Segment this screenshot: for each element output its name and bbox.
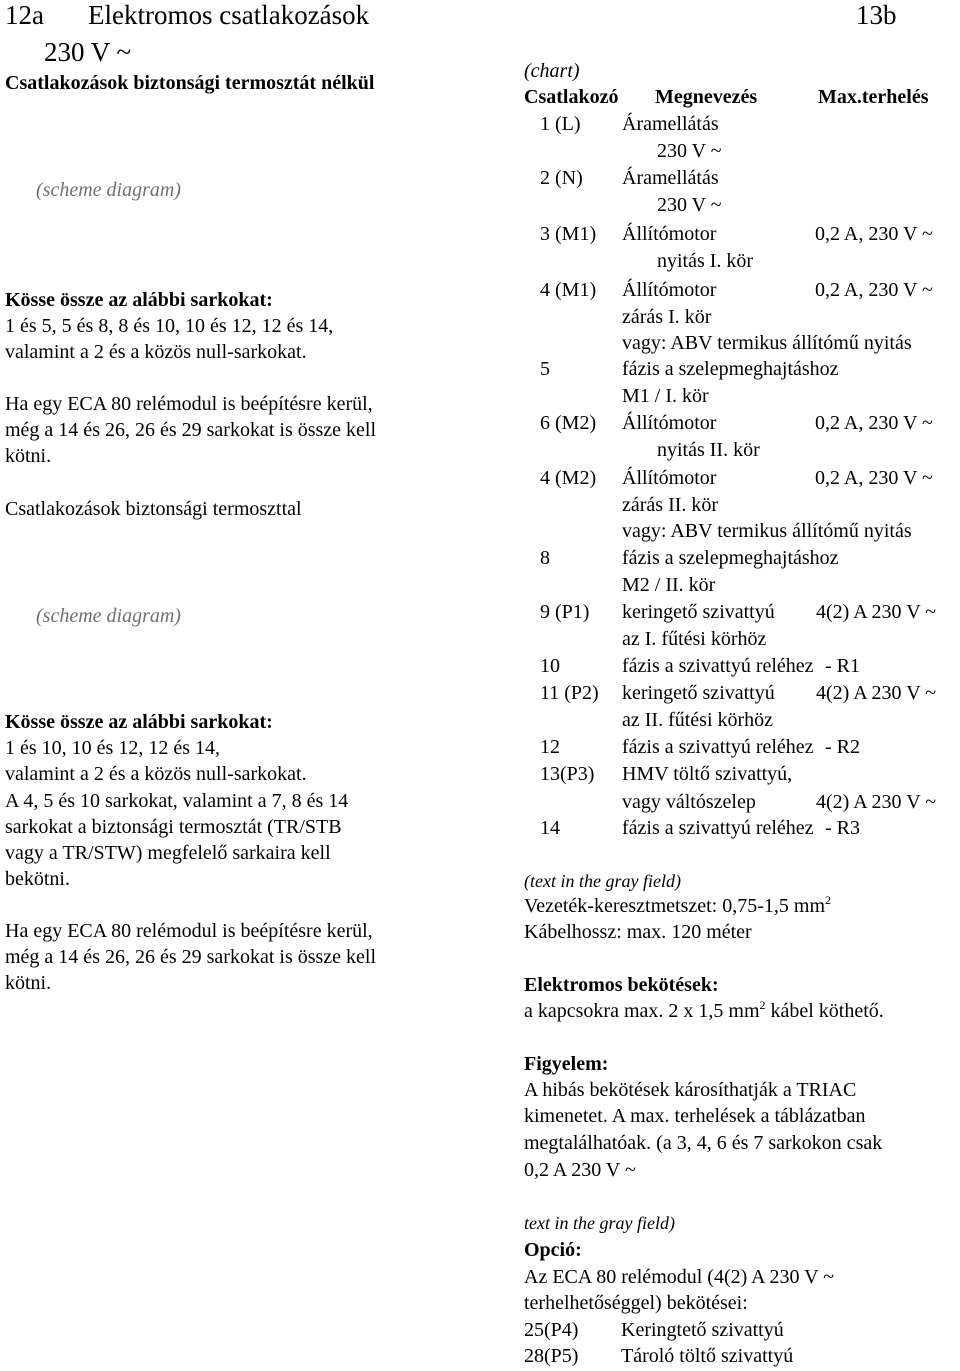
cell-name: Állítómotor bbox=[622, 223, 717, 245]
cell-name: Állítómotor bbox=[622, 467, 717, 489]
gray-field-note: text in the gray field) bbox=[524, 1213, 675, 1233]
cell-name-sub: zárás I. kör bbox=[622, 306, 712, 328]
chart-caption: (chart) bbox=[524, 60, 580, 82]
option-line: terhelhetőséggel) bekötései: bbox=[524, 1292, 748, 1314]
eca-note-line: Ha egy ECA 80 relémodul is beépítésre kerül, bbox=[5, 920, 373, 942]
gray-field-note: (text in the gray field) bbox=[524, 871, 681, 891]
section-title: Elektromos csatlakozások bbox=[88, 0, 370, 30]
warning-line: A hibás bekötések károsíthatják a TRIAC bbox=[524, 1079, 857, 1101]
cell-name-sub: nyitás I. kör bbox=[657, 250, 754, 272]
superscript: 2 bbox=[759, 998, 766, 1012]
cell-load: 0,2 A, 230 V ~ bbox=[815, 279, 933, 301]
electrical-title: Elektromos bekötések: bbox=[524, 974, 719, 996]
wire-cross-section-text: Vezeték-keresztmetszet: 0,75-1,5 mm bbox=[524, 895, 825, 917]
cell-name: Áramellátás bbox=[622, 113, 719, 135]
cell-load: - R2 bbox=[825, 736, 860, 758]
cell-name-pre: vagy: ABV termikus állítómű nyitás bbox=[622, 332, 912, 354]
cell-name-sub: M2 / II. kör bbox=[622, 574, 716, 596]
cell-terminal: 14 bbox=[540, 817, 560, 839]
cell-terminal: 6 (M2) bbox=[540, 412, 597, 434]
option-row-name: Keringtető szivattyú bbox=[621, 1319, 784, 1341]
eca-note-line: Ha egy ECA 80 relémodul is beépítésre kerül, bbox=[5, 393, 373, 415]
scheme-diagram-placeholder: (scheme diagram) bbox=[36, 605, 181, 627]
cell-name: fázis a szivattyú reléhez bbox=[622, 655, 814, 677]
connect-line: 1 és 10, 10 és 12, 12 és 14, bbox=[5, 737, 220, 759]
warning-title: Figyelem: bbox=[524, 1053, 609, 1075]
heading-with-thermostat: Csatlakozások biztonsági termoszttal bbox=[5, 498, 302, 520]
option-row-name: Tároló töltő szivattyú bbox=[621, 1345, 794, 1367]
cell-load: - R3 bbox=[825, 817, 860, 839]
cell-terminal: 10 bbox=[540, 655, 560, 677]
cell-name-sub: 230 V ~ bbox=[657, 194, 722, 216]
voltage-heading: 230 V ~ bbox=[44, 37, 132, 67]
warning-line: kimenetet. A max. terhelések a táblázatban bbox=[524, 1105, 866, 1127]
cell-name-sub: vagy váltószelep bbox=[622, 791, 756, 813]
cell-terminal: 5 bbox=[540, 358, 550, 380]
electrical-text bbox=[524, 998, 884, 1025]
cell-name: keringető szivattyú bbox=[622, 601, 775, 623]
electrical-text-b: kábel köthető. bbox=[765, 1000, 884, 1022]
cell-load: 4(2) A 230 V ~ bbox=[816, 682, 937, 704]
thermostat-note-line: sarkokat a biztonsági termosztát (TR/STB bbox=[5, 816, 342, 838]
table-header-load: Max.terhelés bbox=[818, 86, 929, 108]
connect-line: valamint a 2 és a közös null-sarkokat. bbox=[5, 763, 307, 785]
cell-terminal: 3 (M1) bbox=[540, 223, 597, 245]
page-number: 13b bbox=[856, 0, 897, 30]
eca-note-line: még a 14 és 26, 26 és 29 sarkokat is össze kell bbox=[5, 419, 377, 441]
superscript: 2 bbox=[825, 893, 831, 907]
cell-name: fázis a szivattyú reléhez bbox=[622, 817, 814, 839]
eca-note-line: még a 14 és 26, 26 és 29 sarkokat is össze kell bbox=[5, 946, 377, 968]
thermostat-note-line: vagy a TR/STW) megfelelő sarkaira kell bbox=[5, 842, 331, 864]
option-title: Opció: bbox=[524, 1239, 582, 1261]
table-header-name: Megnevezés bbox=[655, 86, 758, 108]
connect-title: Kösse össze az alábbi sarkokat: bbox=[5, 289, 273, 311]
connect-title: Kösse össze az alábbi sarkokat: bbox=[5, 711, 273, 733]
cable-length: Kábelhossz: max. 120 méter bbox=[524, 921, 752, 943]
heading-no-thermostat: Csatlakozások biztonsági termosztát nélkül bbox=[5, 72, 375, 94]
cell-name: fázis a szelepmeghajtáshoz bbox=[622, 547, 839, 569]
cell-name-sub: M1 / I. kör bbox=[622, 385, 709, 407]
cell-load: 4(2) A 230 V ~ bbox=[816, 791, 937, 813]
cell-terminal: 4 (M2) bbox=[540, 467, 597, 489]
cell-load: 4(2) A 230 V ~ bbox=[816, 601, 937, 623]
cell-terminal: 1 (L) bbox=[540, 113, 581, 135]
connect-line: valamint a 2 és a közös null-sarkokat. bbox=[5, 341, 307, 363]
option-row-terminal: 28(P5) bbox=[524, 1345, 579, 1367]
connect-line: 1 és 5, 5 és 8, 8 és 10, 10 és 12, 12 és 14, bbox=[5, 315, 334, 337]
thermostat-note-line: bekötni. bbox=[5, 868, 70, 890]
cell-name: Állítómotor bbox=[622, 279, 717, 301]
cell-terminal: 11 (P2) bbox=[540, 682, 599, 704]
scheme-diagram-placeholder: (scheme diagram) bbox=[36, 179, 181, 201]
cell-terminal: 4 (M1) bbox=[540, 279, 597, 301]
cell-name-sub: nyitás II. kör bbox=[657, 439, 760, 461]
cell-name: keringető szivattyú bbox=[622, 682, 775, 704]
wire-cross-section bbox=[524, 893, 831, 920]
table-header-terminal: Csatlakozó bbox=[524, 86, 619, 108]
option-row-terminal: 25(P4) bbox=[524, 1319, 579, 1341]
cell-terminal: 13(P3) bbox=[540, 763, 595, 785]
eca-note-line: kötni. bbox=[5, 972, 52, 994]
cell-load: - R1 bbox=[825, 655, 860, 677]
warning-line: megtalálhatóak. (a 3, 4, 6 és 7 sarkokon csak bbox=[524, 1132, 883, 1154]
cell-name-sub: 230 V ~ bbox=[657, 140, 722, 162]
cell-name-pre: vagy: ABV termikus állítómű nyitás bbox=[622, 520, 912, 542]
cell-terminal: 12 bbox=[540, 736, 560, 758]
cell-name-sub: az II. fűtési körhöz bbox=[622, 709, 774, 731]
electrical-text-a: a kapcsokra max. 2 x 1,5 mm bbox=[524, 1000, 760, 1022]
cell-terminal: 8 bbox=[540, 547, 550, 569]
section-number: 12a bbox=[5, 0, 44, 30]
cell-load: 0,2 A, 230 V ~ bbox=[815, 467, 933, 489]
warning-line: 0,2 A 230 V ~ bbox=[524, 1159, 636, 1181]
eca-note-line: kötni. bbox=[5, 445, 52, 467]
cell-name: HMV töltő szivattyú, bbox=[622, 763, 793, 785]
cell-name: fázis a szivattyú reléhez bbox=[622, 736, 814, 758]
cell-name: Áramellátás bbox=[622, 167, 719, 189]
cell-name: fázis a szelepmeghajtáshoz bbox=[622, 358, 839, 380]
cell-terminal: 9 (P1) bbox=[540, 601, 590, 623]
option-line: Az ECA 80 relémodul (4(2) A 230 V ~ bbox=[524, 1266, 835, 1288]
cell-load: 0,2 A, 230 V ~ bbox=[815, 412, 933, 434]
cell-terminal: 2 (N) bbox=[540, 167, 583, 189]
cell-name: Állítómotor bbox=[622, 412, 717, 434]
cell-name-sub: az I. fűtési körhöz bbox=[622, 628, 767, 650]
cell-load: 0,2 A, 230 V ~ bbox=[815, 223, 933, 245]
cell-name-sub: zárás II. kör bbox=[622, 494, 719, 516]
thermostat-note-line: A 4, 5 és 10 sarkokat, valamint a 7, 8 és 14 bbox=[5, 790, 349, 812]
